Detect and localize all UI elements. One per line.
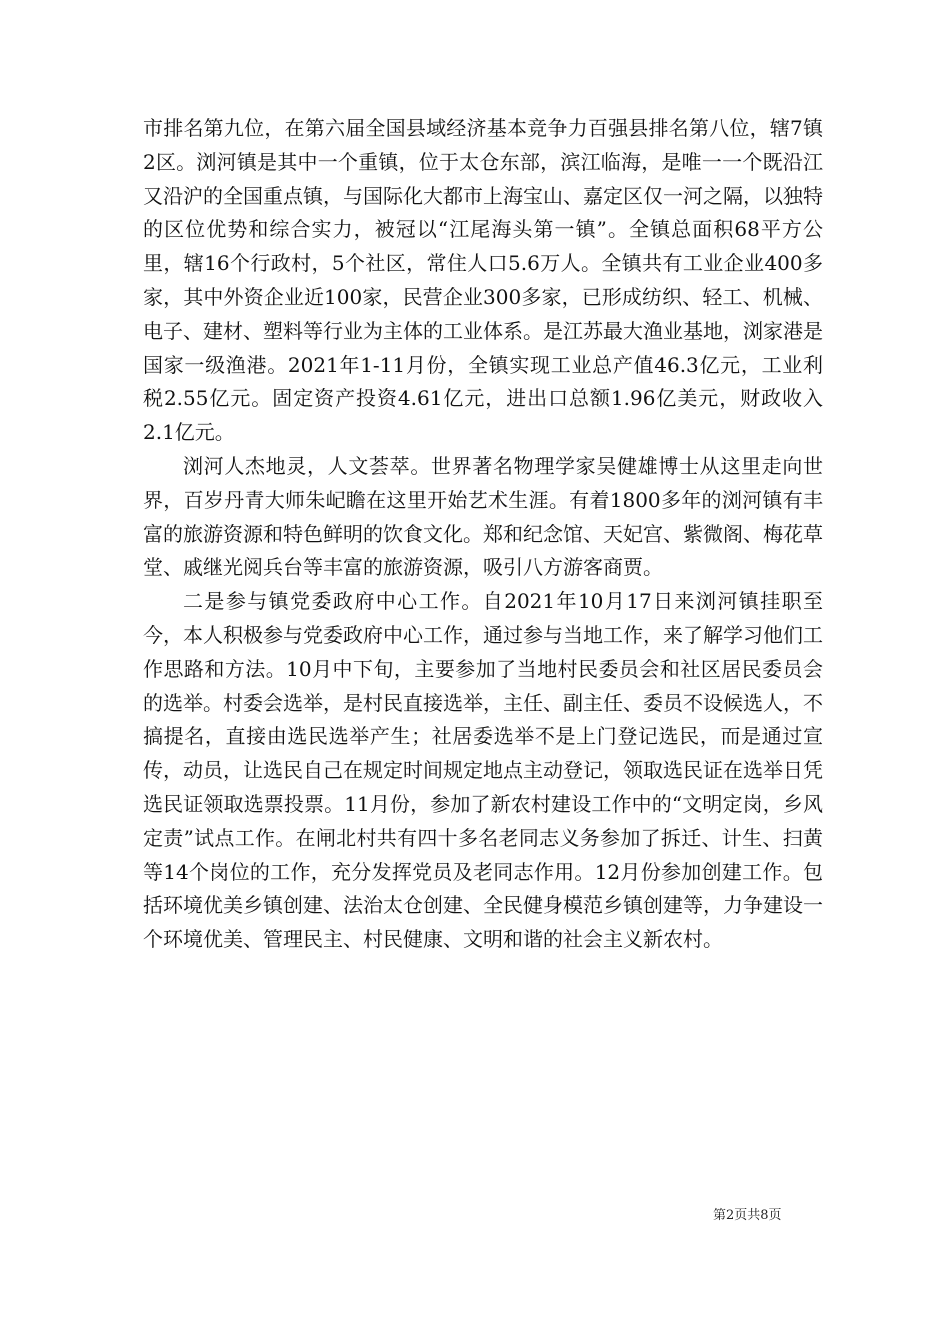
paragraph-continuation: 市排名第九位，在第六届全国县域经济基本竞争力百强县排名第八位，辖7镇2区。浏河镇是其中一个重镇，位于太仓东部，滨江临海，是唯一一个既沿江又沿沪的全国重点镇，与国际化大都市上海宝山、嘉定区仅一河之隔，以独特的区位优势和综合实力，被冠以“江尾海头第一镇”。全镇总面积68平方公里，辖16个行政村，5个社区，常住人口5.6万人。全镇共有工业企业400多家，其中外资企业近100家，民营企业300多家，已形成纺织、轻工、机械、电子、建材、塑料等行业为主体的工业体系。是江苏最大渔业基地，浏家港是国家一级渔港。2021年1-11月份，全镇实现工业总产值46.3亿元，工业利税2.55亿元。固定资产投资4.61亿元，进出口总额1.96亿美元，财政收入2.1亿元。 xyxy=(143,116,823,445)
paragraph-culture: 浏河人杰地灵，人文荟萃。世界著名物理学家吴健雄博士从这里走向世界，百岁丹青大师朱屺瞻在这里开始艺术生涯。有着1800多年的浏河镇有丰富的旅游资源和特色鲜明的饮食文化。郑和纪念馆、天妃宫、紫微阁、梅花草堂、戚继光阅兵台等丰富的旅游资源，吸引八方游客商贾。 xyxy=(143,453,823,580)
document-body xyxy=(143,112,823,957)
paragraph-work: 二是参与镇党委政府中心工作。自2021年10月17日来浏河镇挂职至今，本人积极参与党委政府中心工作，通过参与当地工作，来了解学习他们工作思路和方法。10月中下旬，主要参加了当地村民委员会和社区居民委员会的选举。村委会选举，是村民直接选举，主任、副主任、委员不设候选人，不搞提名，直接由选民选举产生；社居委选举不是上门登记选民，而是通过宣传，动员，让选民自己在规定时间规定地点主动登记，领取选民证在选举日凭选民证领取选票投票。11月份，参加了新农村建设工作中的“文明定岗，乡风定责”试点工作。在闸北村共有四十多名老同志义务参加了拆迁、计生、扫黄等14个岗位的工作，充分发挥党员及老同志作用。12月份参加创建工作。包括环境优美乡镇创建、法治太仓创建、全民健身模范乡镇创建等，力争建设一个环境优美、管理民主、村民健康、文明和谐的社会主义新农村。 xyxy=(143,589,823,952)
page-number-footer: 第2页共8页 xyxy=(713,1208,782,1223)
